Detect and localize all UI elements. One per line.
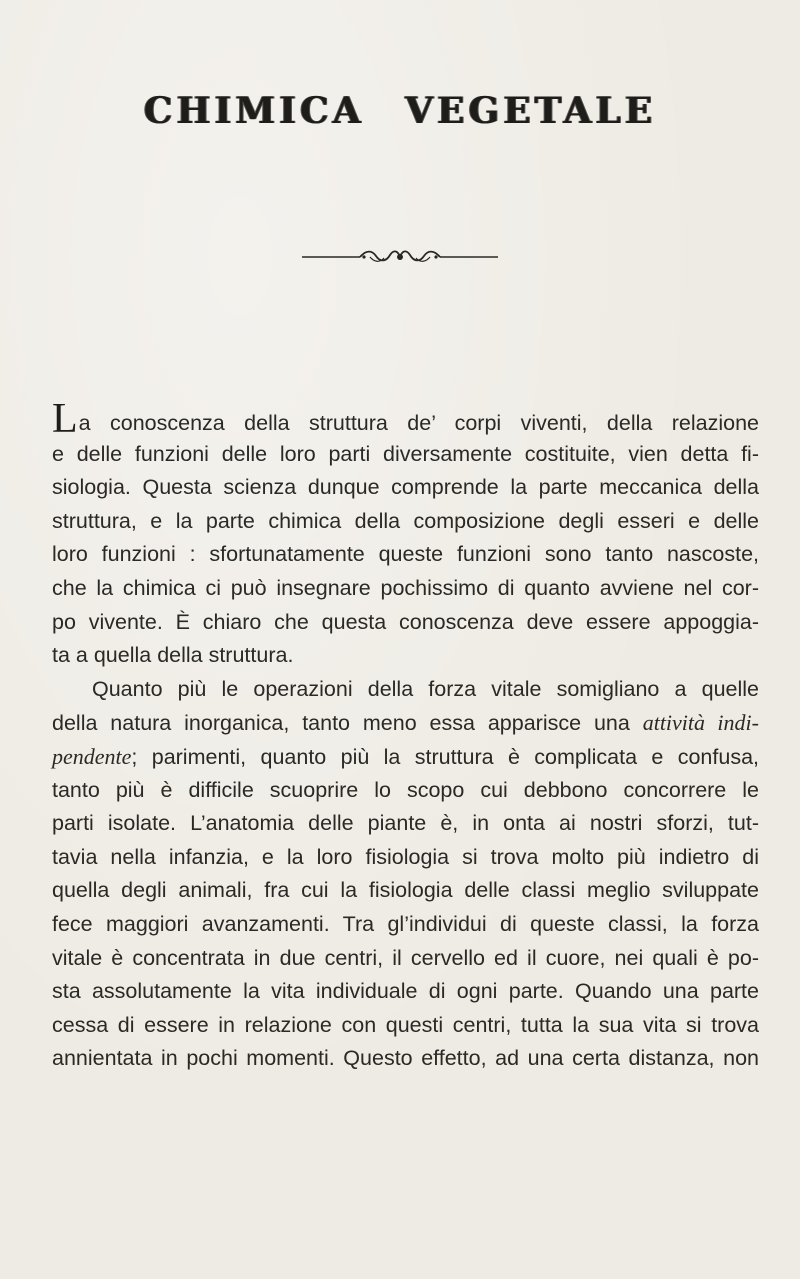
drop-cap: L (52, 396, 78, 442)
chapter-heading (0, 90, 800, 132)
heading-word-vegetale: VEGETALE (405, 90, 657, 132)
paragraph1-line-2: e delle funzioni delle loro parti diversamente costituite, vien detta fi- (52, 441, 759, 466)
paragraph1-line-1: La conoscenza della struttura de’ corpi viventi, della relazione (52, 396, 759, 442)
paragraph2-line-1: Quanto più le operazioni della forza vitale somigliano a quelle (92, 676, 759, 701)
paragraph2-line-5: parti isolate. L’anatomia delle piante è, in onta ai nostri sforzi, tut- (52, 811, 759, 836)
body-text (52, 396, 759, 1076)
decorative-rule-ornament-icon (300, 246, 500, 268)
paragraph2-line-8: fece maggiori avanzamenti. Tra gl’individui di queste classi, la forza (52, 911, 759, 936)
paragraph1-line-5: loro funzioni : sfortunatamente queste funzioni sono tanto nascoste, (52, 542, 759, 567)
paragraph2-line-6: tavia nella infanzia, e la loro fisiologia si trova molto più indietro di (52, 844, 759, 869)
paragraph2-line-3: pendente; parimenti, quanto più la struttura è complicata e confusa, (52, 743, 759, 769)
paragraph2-line-12: annientata in pochi momenti. Questo effetto, ad una certa distanza, non (52, 1046, 759, 1071)
paragraph2-line-10: sta assolutamente la vita individuale di ogni parte. Quando una parte (52, 979, 759, 1004)
paragraph2-line-11: cessa di essere in relazione con questi centri, tutta la sua vita si trova (52, 1012, 759, 1037)
paragraph2-line-9: vitale è concentrata in due centri, il cervello ed il cuore, nei quali è po- (52, 945, 759, 970)
paragraph1-line-7: po vivente. È chiaro che questa conoscenza deve essere appoggia- (52, 609, 759, 634)
paragraph1-line-4: struttura, e la parte chimica della composizione degli esseri e delle (52, 508, 759, 533)
paragraph2-line-4: tanto più è difficile scuoprire lo scopo cui debbono concorrere le (52, 777, 759, 802)
heading-word-chimica: CHIMICA (143, 90, 365, 132)
paragraph2-line-2: della natura inorganica, tanto meno essa apparisce una attività indi- (52, 710, 759, 736)
paragraph1-line-6: che la chimica ci può insegnare pochissimo di quanto avviene nel cor- (52, 575, 759, 600)
paragraph1-line-8: ta a quella della struttura. (52, 643, 294, 668)
paragraph2-line-7: quella degli animali, fra cui la fisiologia delle classi meglio sviluppate (52, 878, 759, 903)
paragraph1-line-3: siologia. Questa scienza dunque comprende la parte meccanica della (52, 475, 759, 500)
